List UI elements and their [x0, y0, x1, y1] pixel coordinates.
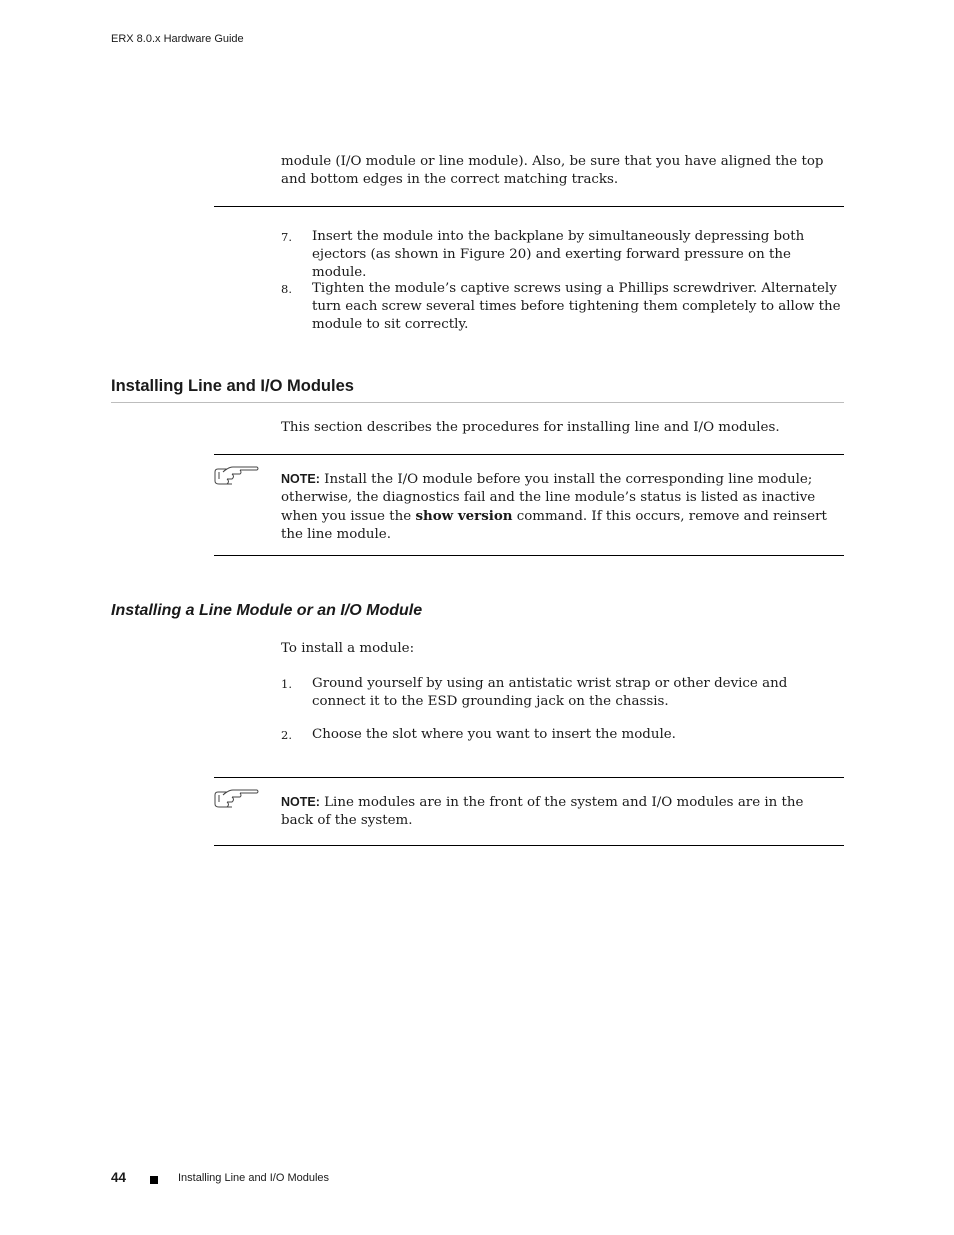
divider — [214, 206, 844, 207]
step-text: Tighten the module’s captive screws using a Phillips screwdriver. Alternately turn each screw several times before tightening them completely to allow the module to sit correctly. — [312, 281, 841, 332]
pointing-hand-icon — [213, 787, 259, 809]
section-heading: Installing Line and I/O Modules — [111, 377, 354, 395]
divider — [214, 845, 844, 846]
step-text: Ground yourself by using an antistatic wrist strap or other device and connect it to the ESD grounding jack on the chassis. — [312, 676, 788, 709]
subsection-intro: To install a module: — [281, 641, 415, 656]
divider — [214, 454, 844, 455]
section-intro: This section describes the procedures for installing line and I/O modules. — [281, 420, 780, 435]
running-footer: Installing Line and I/O Modules — [178, 1172, 330, 1184]
note-text: Line modules are in the front of the system and I/O modules are in the back of the system. — [281, 795, 804, 828]
note-text: command. If this occurs, remove and reinsert the line module. — [281, 509, 827, 542]
intro-paragraph: module (I/O module or line module). Also, be sure that you have aligned the top and bottom edges in the correct matching tracks. — [281, 154, 824, 187]
step-text: Choose the slot where you want to insert the module. — [312, 727, 676, 742]
divider — [214, 777, 844, 778]
note-label: NOTE: — [281, 795, 320, 809]
page-number: 44 — [111, 1170, 127, 1185]
heading-underline — [111, 402, 844, 403]
running-header: ERX 8.0.x Hardware Guide — [111, 33, 244, 45]
step-number: 1. — [281, 677, 292, 691]
note-label: NOTE: — [281, 472, 320, 486]
divider — [214, 555, 844, 556]
pointing-hand-icon — [213, 464, 259, 486]
footer-bullet — [150, 1176, 158, 1184]
step-number: 8. — [281, 282, 292, 296]
step-text: Insert the module into the backplane by simultaneously depressing both ejectors (as shown in Figure 20) and exerting forward pressure on the module. — [312, 229, 805, 280]
note — [281, 793, 837, 830]
step-number: 2. — [281, 728, 292, 742]
subsection-heading: Installing a Line Module or an I/O Module — [111, 602, 423, 619]
note — [281, 470, 837, 544]
command-name: show version — [415, 508, 513, 524]
note-text: Install the I/O module before you install the corresponding line module; otherwise, the diagnostics fail and the line module’s status is listed as inactive when you issue the — [281, 472, 816, 524]
step-number: 7. — [281, 230, 292, 244]
